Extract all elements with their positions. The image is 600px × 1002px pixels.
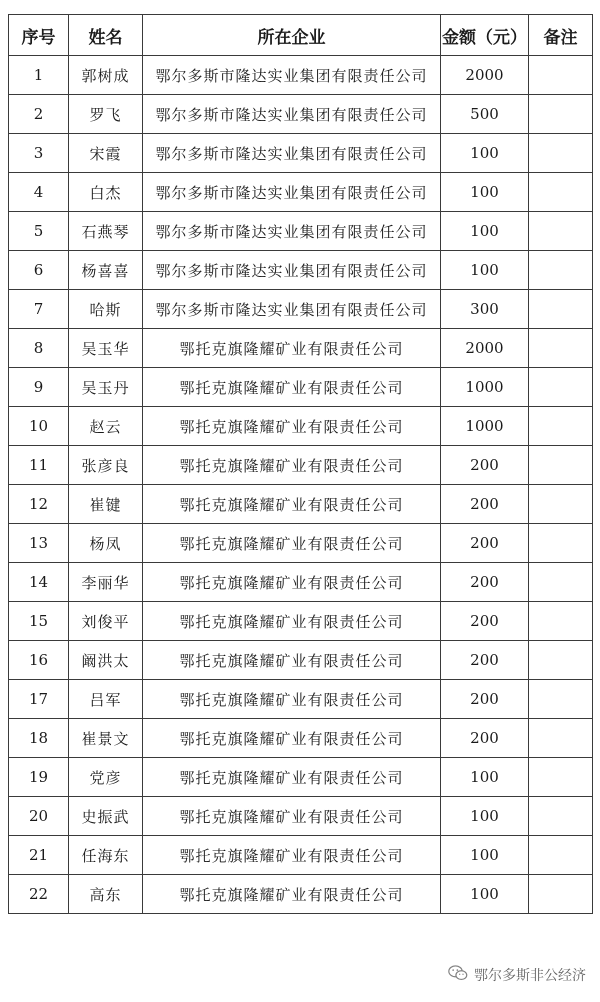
cell-company: 鄂托克旗隆耀矿业有限责任公司	[143, 329, 441, 368]
cell-company: 鄂托克旗隆耀矿业有限责任公司	[143, 875, 441, 914]
table-row	[9, 563, 593, 602]
cell-no: 4	[9, 173, 69, 212]
table-row	[9, 407, 593, 446]
cell-note	[529, 524, 593, 563]
cell-amount: 100	[441, 134, 529, 173]
cell-name: 吕军	[69, 680, 143, 719]
cell-no: 18	[9, 719, 69, 758]
cell-note	[529, 329, 593, 368]
cell-name: 刘俊平	[69, 602, 143, 641]
cell-amount: 2000	[441, 329, 529, 368]
cell-note	[529, 563, 593, 602]
cell-name: 崔键	[69, 485, 143, 524]
cell-no: 14	[9, 563, 69, 602]
cell-no: 19	[9, 758, 69, 797]
table-row	[9, 680, 593, 719]
table-body	[9, 56, 593, 914]
cell-name: 李丽华	[69, 563, 143, 602]
table-row	[9, 524, 593, 563]
donation-table	[8, 14, 593, 914]
table-row	[9, 758, 593, 797]
cell-name: 张彦良	[69, 446, 143, 485]
cell-amount: 300	[441, 290, 529, 329]
cell-no: 22	[9, 875, 69, 914]
cell-company: 鄂尔多斯市隆达实业集团有限责任公司	[143, 251, 441, 290]
table-row	[9, 719, 593, 758]
cell-note	[529, 446, 593, 485]
cell-company: 鄂托克旗隆耀矿业有限责任公司	[143, 563, 441, 602]
table-row	[9, 875, 593, 914]
cell-note	[529, 485, 593, 524]
cell-no: 21	[9, 836, 69, 875]
header-no: 序号	[9, 15, 69, 56]
cell-amount: 200	[441, 641, 529, 680]
cell-amount: 1000	[441, 407, 529, 446]
cell-amount: 200	[441, 563, 529, 602]
table-header	[9, 15, 593, 56]
cell-company: 鄂尔多斯市隆达实业集团有限责任公司	[143, 173, 441, 212]
cell-amount: 2000	[441, 56, 529, 95]
cell-no: 7	[9, 290, 69, 329]
table-row	[9, 797, 593, 836]
cell-name: 郭树成	[69, 56, 143, 95]
cell-amount: 200	[441, 485, 529, 524]
cell-name: 史振武	[69, 797, 143, 836]
cell-note	[529, 290, 593, 329]
cell-note	[529, 797, 593, 836]
cell-note	[529, 641, 593, 680]
table-row	[9, 212, 593, 251]
cell-company: 鄂尔多斯市隆达实业集团有限责任公司	[143, 212, 441, 251]
cell-company: 鄂托克旗隆耀矿业有限责任公司	[143, 836, 441, 875]
cell-note	[529, 680, 593, 719]
cell-company: 鄂托克旗隆耀矿业有限责任公司	[143, 641, 441, 680]
cell-no: 8	[9, 329, 69, 368]
cell-company: 鄂托克旗隆耀矿业有限责任公司	[143, 797, 441, 836]
cell-note	[529, 212, 593, 251]
header-name: 姓名	[69, 15, 143, 56]
cell-name: 杨喜喜	[69, 251, 143, 290]
cell-amount: 500	[441, 95, 529, 134]
cell-note	[529, 251, 593, 290]
table-row	[9, 368, 593, 407]
table-row	[9, 641, 593, 680]
watermark-text: 鄂尔多斯非公经济	[474, 968, 586, 984]
watermark	[448, 964, 586, 986]
cell-company: 鄂尔多斯市隆达实业集团有限责任公司	[143, 134, 441, 173]
cell-amount: 200	[441, 524, 529, 563]
cell-amount: 100	[441, 212, 529, 251]
cell-name: 赵云	[69, 407, 143, 446]
wechat-icon	[448, 964, 468, 986]
cell-company: 鄂托克旗隆耀矿业有限责任公司	[143, 524, 441, 563]
cell-note	[529, 758, 593, 797]
header-company: 所在企业	[143, 15, 441, 56]
cell-no: 5	[9, 212, 69, 251]
cell-amount: 100	[441, 875, 529, 914]
cell-no: 13	[9, 524, 69, 563]
cell-no: 10	[9, 407, 69, 446]
cell-company: 鄂托克旗隆耀矿业有限责任公司	[143, 368, 441, 407]
header-amount: 金额（元）	[441, 15, 529, 56]
cell-name: 杨凤	[69, 524, 143, 563]
cell-company: 鄂托克旗隆耀矿业有限责任公司	[143, 719, 441, 758]
cell-company: 鄂尔多斯市隆达实业集团有限责任公司	[143, 290, 441, 329]
cell-note	[529, 95, 593, 134]
cell-name: 高东	[69, 875, 143, 914]
cell-amount: 100	[441, 797, 529, 836]
cell-note	[529, 407, 593, 446]
cell-company: 鄂托克旗隆耀矿业有限责任公司	[143, 485, 441, 524]
cell-no: 3	[9, 134, 69, 173]
cell-name: 吴玉丹	[69, 368, 143, 407]
cell-no: 1	[9, 56, 69, 95]
cell-amount: 100	[441, 758, 529, 797]
cell-note	[529, 56, 593, 95]
cell-amount: 200	[441, 719, 529, 758]
cell-company: 鄂托克旗隆耀矿业有限责任公司	[143, 758, 441, 797]
table-row	[9, 290, 593, 329]
cell-no: 12	[9, 485, 69, 524]
table-row	[9, 134, 593, 173]
cell-no: 6	[9, 251, 69, 290]
cell-note	[529, 173, 593, 212]
cell-amount: 1000	[441, 368, 529, 407]
cell-amount: 200	[441, 602, 529, 641]
cell-note	[529, 368, 593, 407]
cell-no: 2	[9, 95, 69, 134]
table-row	[9, 602, 593, 641]
cell-no: 17	[9, 680, 69, 719]
table-row	[9, 836, 593, 875]
cell-name: 崔景文	[69, 719, 143, 758]
cell-company: 鄂托克旗隆耀矿业有限责任公司	[143, 446, 441, 485]
cell-company: 鄂托克旗隆耀矿业有限责任公司	[143, 407, 441, 446]
cell-company: 鄂尔多斯市隆达实业集团有限责任公司	[143, 95, 441, 134]
header-note: 备注	[529, 15, 593, 56]
table-row	[9, 56, 593, 95]
cell-note	[529, 134, 593, 173]
cell-no: 9	[9, 368, 69, 407]
cell-company: 鄂托克旗隆耀矿业有限责任公司	[143, 680, 441, 719]
cell-note	[529, 719, 593, 758]
table-row	[9, 485, 593, 524]
cell-name: 任海东	[69, 836, 143, 875]
cell-company: 鄂托克旗隆耀矿业有限责任公司	[143, 602, 441, 641]
cell-name: 石燕琴	[69, 212, 143, 251]
header-row	[9, 15, 593, 56]
cell-name: 哈斯	[69, 290, 143, 329]
table-row	[9, 251, 593, 290]
cell-no: 20	[9, 797, 69, 836]
table-row	[9, 329, 593, 368]
table-row	[9, 173, 593, 212]
cell-note	[529, 602, 593, 641]
cell-no: 11	[9, 446, 69, 485]
cell-note	[529, 836, 593, 875]
cell-amount: 200	[441, 680, 529, 719]
cell-amount: 100	[441, 251, 529, 290]
table-row	[9, 95, 593, 134]
cell-name: 阚洪太	[69, 641, 143, 680]
cell-name: 吴玉华	[69, 329, 143, 368]
cell-no: 15	[9, 602, 69, 641]
cell-amount: 100	[441, 836, 529, 875]
cell-company: 鄂尔多斯市隆达实业集团有限责任公司	[143, 56, 441, 95]
cell-name: 党彦	[69, 758, 143, 797]
cell-amount: 200	[441, 446, 529, 485]
cell-name: 罗飞	[69, 95, 143, 134]
cell-name: 白杰	[69, 173, 143, 212]
cell-no: 16	[9, 641, 69, 680]
table-row	[9, 446, 593, 485]
cell-amount: 100	[441, 173, 529, 212]
cell-name: 宋霞	[69, 134, 143, 173]
cell-note	[529, 875, 593, 914]
